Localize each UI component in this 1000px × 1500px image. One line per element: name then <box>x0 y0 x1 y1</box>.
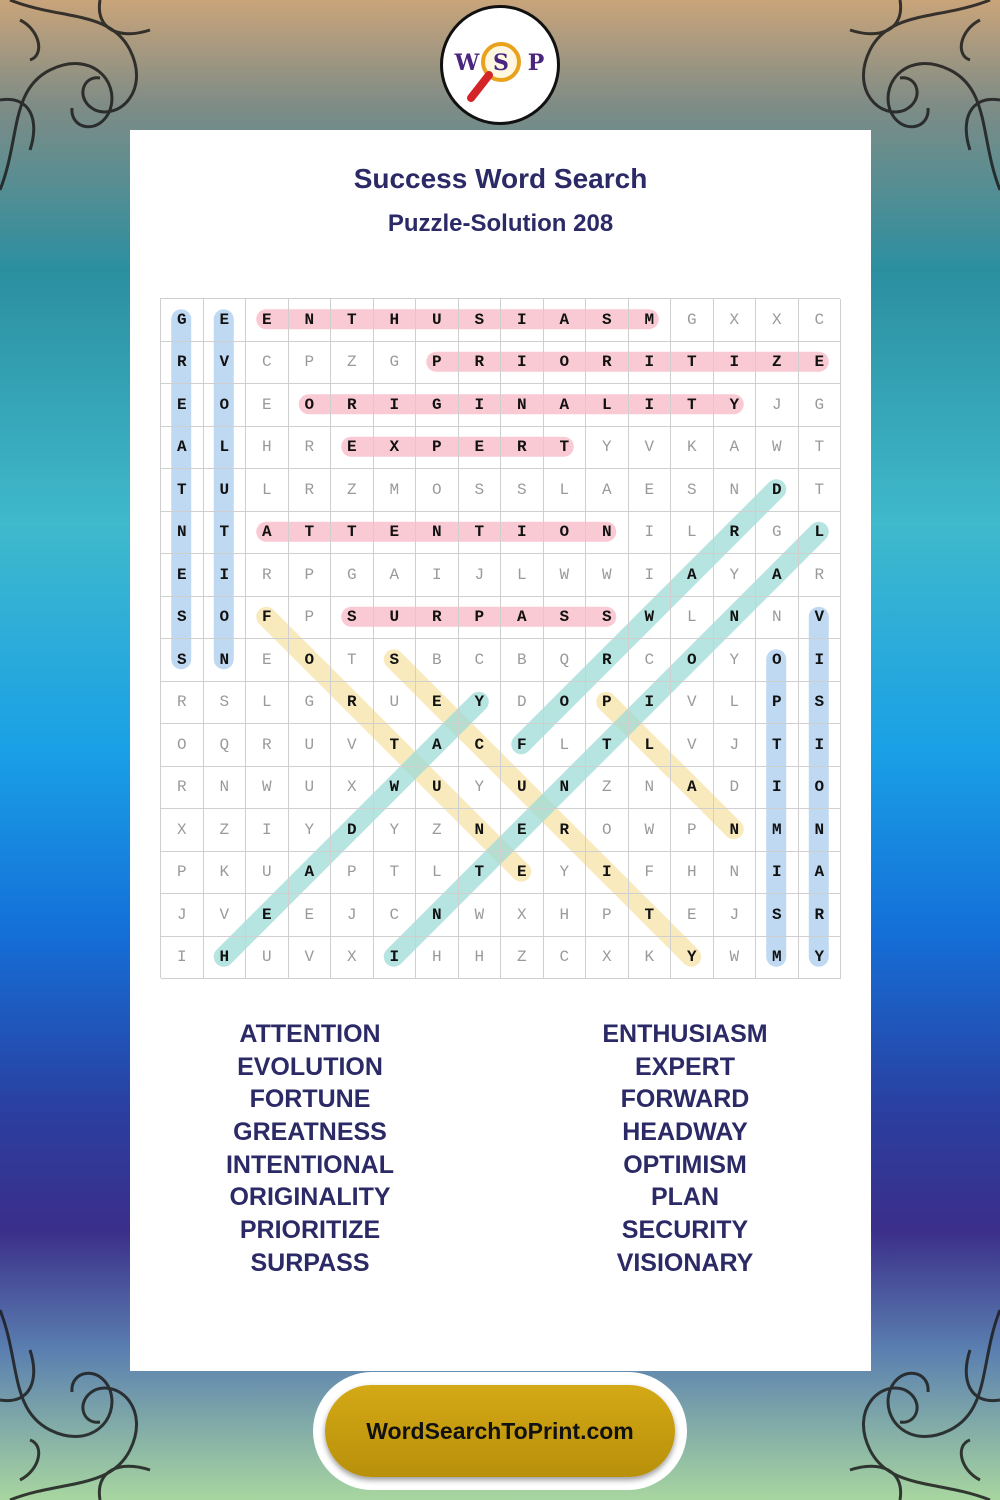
grid-cell: I <box>459 384 502 427</box>
grid-cell: I <box>374 937 417 980</box>
grid-cell: K <box>671 427 714 470</box>
word-list-item: FORWARD <box>620 1085 750 1114</box>
grid-cell: O <box>799 767 842 810</box>
grid-cell: M <box>629 299 672 342</box>
grid-cell: V <box>289 937 332 980</box>
grid-cell: I <box>246 809 289 852</box>
grid-cell: L <box>246 469 289 512</box>
grid-cell: U <box>246 852 289 895</box>
grid-cell: L <box>671 597 714 640</box>
grid-cell: K <box>204 852 247 895</box>
grid-cell: N <box>544 767 587 810</box>
grid-cell: W <box>246 767 289 810</box>
grid-cell: T <box>374 852 417 895</box>
grid-cell: E <box>629 469 672 512</box>
grid-cell: R <box>416 597 459 640</box>
grid-cell: G <box>374 342 417 385</box>
grid-cell: L <box>204 427 247 470</box>
word-list-item: PRIORITIZE <box>239 1216 381 1245</box>
grid-cell: V <box>331 724 374 767</box>
grid-cell: I <box>756 767 799 810</box>
grid-cell: N <box>799 809 842 852</box>
grid-cell: S <box>586 299 629 342</box>
grid-cell: P <box>459 597 502 640</box>
grid-cell: R <box>459 342 502 385</box>
grid-cell: I <box>629 512 672 555</box>
grid-cell: V <box>204 894 247 937</box>
grid-cell: F <box>629 852 672 895</box>
grid-cell: E <box>246 639 289 682</box>
grid-cell: M <box>756 809 799 852</box>
grid-cell: W <box>714 937 757 980</box>
grid-cell: P <box>289 342 332 385</box>
grid-cell: B <box>501 639 544 682</box>
grid-cell: T <box>586 724 629 767</box>
word-list-item: OPTIMISM <box>623 1150 747 1179</box>
grid-cell: E <box>161 554 204 597</box>
grid-cell: T <box>544 427 587 470</box>
grid-cell: L <box>629 724 672 767</box>
grid-cell: L <box>586 384 629 427</box>
grid-cell: I <box>501 342 544 385</box>
grid-cell: S <box>459 469 502 512</box>
grid-cell: E <box>501 852 544 895</box>
grid-cell: R <box>161 342 204 385</box>
page-title: Success Word Search <box>353 163 648 194</box>
grid-cell: I <box>799 639 842 682</box>
grid-cell: A <box>586 469 629 512</box>
grid-cell: T <box>671 342 714 385</box>
grid-cell: S <box>459 299 502 342</box>
grid-cell: L <box>714 682 757 725</box>
grid-cell: I <box>629 342 672 385</box>
grid-cell: Y <box>459 682 502 725</box>
grid-cell: J <box>161 894 204 937</box>
grid-cell: H <box>416 937 459 980</box>
grid-cell: N <box>586 512 629 555</box>
grid-cell: T <box>204 512 247 555</box>
grid-cell: T <box>331 299 374 342</box>
grid-cell: C <box>629 639 672 682</box>
grid-cell: U <box>501 767 544 810</box>
grid-cell: G <box>161 299 204 342</box>
grid-cell: Y <box>671 937 714 980</box>
grid-cell: A <box>501 597 544 640</box>
grid-cell: P <box>586 894 629 937</box>
grid-cell: X <box>501 894 544 937</box>
grid-cell: I <box>204 554 247 597</box>
word-list-item: ENTHUSIASM <box>602 1020 768 1048</box>
word-list-item: GREATNESS <box>233 1118 387 1147</box>
grid-cell: N <box>714 469 757 512</box>
grid-cell: Y <box>374 809 417 852</box>
logo-letter-w: W <box>454 50 480 76</box>
grid-cell: I <box>629 554 672 597</box>
grid-cell: F <box>246 597 289 640</box>
grid-cell: Z <box>204 809 247 852</box>
grid-cell: G <box>799 384 842 427</box>
grid-cell: N <box>289 299 332 342</box>
grid-cell: R <box>331 682 374 725</box>
grid-cell: N <box>416 512 459 555</box>
grid-cell: C <box>374 894 417 937</box>
grid-cell: A <box>374 554 417 597</box>
grid-cell: I <box>501 299 544 342</box>
word-list-item: EVOLUTION <box>237 1052 383 1081</box>
grid-cell: S <box>374 639 417 682</box>
grid-cell: T <box>756 724 799 767</box>
grid-cell: I <box>416 554 459 597</box>
grid-cell: A <box>544 299 587 342</box>
grid-cell: O <box>544 342 587 385</box>
word-list-item: ORIGINALITY <box>229 1183 391 1212</box>
grid-cell: X <box>586 937 629 980</box>
grid-cell: I <box>714 342 757 385</box>
grid-cell: M <box>374 469 417 512</box>
grid-cell: A <box>161 427 204 470</box>
word-list-item: INTENTIONAL <box>225 1150 395 1179</box>
grid-cell: O <box>204 597 247 640</box>
grid-cell: I <box>629 682 672 725</box>
grid-cell: A <box>416 724 459 767</box>
page-subtitle: Puzzle-Solution 208 <box>387 210 614 237</box>
grid-cell: A <box>714 427 757 470</box>
grid-cell: R <box>246 554 289 597</box>
grid-cell: A <box>671 554 714 597</box>
magnifier-logo-icon <box>445 10 555 120</box>
word-list-item: ATTENTION <box>239 1020 381 1048</box>
grid-cell: E <box>374 512 417 555</box>
grid-cell: H <box>374 299 417 342</box>
grid-cell: A <box>799 852 842 895</box>
word-list-item: EXPERT <box>634 1052 736 1081</box>
grid-cell: I <box>161 937 204 980</box>
grid-cell: O <box>161 724 204 767</box>
grid-cell: M <box>756 937 799 980</box>
grid-cell: D <box>331 809 374 852</box>
grid-cell: O <box>416 469 459 512</box>
grid-cell: X <box>331 937 374 980</box>
word-list-item: VISIONARY <box>616 1248 754 1277</box>
grid-cell: N <box>161 512 204 555</box>
grid-cell: E <box>459 427 502 470</box>
grid-cell: I <box>586 852 629 895</box>
grid-cell: E <box>161 384 204 427</box>
grid-cell: O <box>204 384 247 427</box>
grid-cell: I <box>799 724 842 767</box>
grid-cell: P <box>289 554 332 597</box>
puzzle-panel <box>130 130 871 1371</box>
grid-cell: T <box>374 724 417 767</box>
grid-cell: V <box>799 597 842 640</box>
grid-cell: C <box>459 639 502 682</box>
word-list-item: SECURITY <box>621 1216 749 1245</box>
grid-cell: S <box>671 469 714 512</box>
grid-cell: T <box>161 469 204 512</box>
grid-cell: Q <box>544 639 587 682</box>
grid-cell: L <box>799 512 842 555</box>
puzzle-grid-area <box>160 298 840 978</box>
grid-cell: C <box>544 937 587 980</box>
grid-cell: H <box>544 894 587 937</box>
website-link-button[interactable] <box>325 1385 675 1477</box>
grid-cell: G <box>671 299 714 342</box>
grid-cell: D <box>501 682 544 725</box>
grid-cell: Y <box>586 427 629 470</box>
grid-cell: I <box>629 384 672 427</box>
grid-cell: R <box>289 427 332 470</box>
grid-cell: J <box>714 724 757 767</box>
grid-cell: A <box>544 384 587 427</box>
grid-cell: T <box>289 512 332 555</box>
grid-cell: N <box>714 597 757 640</box>
logo-letter-s: S <box>493 50 509 76</box>
grid-cell: G <box>331 554 374 597</box>
grid-cell: X <box>161 809 204 852</box>
grid-cell: C <box>459 724 502 767</box>
grid-cell: R <box>586 342 629 385</box>
grid-cell: F <box>501 724 544 767</box>
grid-cell: S <box>161 597 204 640</box>
grid-cell: S <box>331 597 374 640</box>
grid-cell: R <box>714 512 757 555</box>
grid-cell: R <box>799 554 842 597</box>
word-list-right-column <box>505 1018 865 1280</box>
grid-cell: S <box>756 894 799 937</box>
grid-cell: L <box>416 852 459 895</box>
grid-cell: R <box>246 724 289 767</box>
grid-cell: N <box>714 809 757 852</box>
grid-cell: Q <box>204 724 247 767</box>
grid-cell: X <box>714 299 757 342</box>
grid-cell: S <box>161 639 204 682</box>
grid-cell: J <box>459 554 502 597</box>
grid-cell: S <box>586 597 629 640</box>
grid-cell: O <box>289 639 332 682</box>
grid-cell: T <box>671 384 714 427</box>
grid-cell: Z <box>331 342 374 385</box>
grid-cell: V <box>204 342 247 385</box>
grid-cell: Y <box>714 384 757 427</box>
grid-cell: U <box>374 682 417 725</box>
grid-cell: G <box>416 384 459 427</box>
grid-cell: W <box>629 597 672 640</box>
grid-cell: W <box>586 554 629 597</box>
grid-cell: O <box>671 639 714 682</box>
grid-cell: L <box>671 512 714 555</box>
grid-cell: E <box>331 427 374 470</box>
grid-cell: E <box>501 809 544 852</box>
grid-cell: U <box>246 937 289 980</box>
grid-cell: H <box>204 937 247 980</box>
grid-cell: Z <box>501 937 544 980</box>
grid-cell: E <box>204 299 247 342</box>
grid-cell: X <box>331 767 374 810</box>
grid-cell: A <box>756 554 799 597</box>
grid-cell: H <box>459 937 502 980</box>
grid-cell: T <box>799 427 842 470</box>
grid-cell: R <box>586 639 629 682</box>
grid-cell: Z <box>331 469 374 512</box>
grid-cell: X <box>374 427 417 470</box>
grid-cell: O <box>544 682 587 725</box>
website-link-label: WordSearchToPrint.com <box>366 1417 634 1444</box>
grid-cell: T <box>331 639 374 682</box>
logo[interactable] <box>440 5 560 125</box>
grid-cell: H <box>671 852 714 895</box>
grid-cell: P <box>416 427 459 470</box>
grid-cell: J <box>756 384 799 427</box>
grid-cell: W <box>544 554 587 597</box>
grid-cell: N <box>501 384 544 427</box>
grid-cell: I <box>756 852 799 895</box>
grid-cell: X <box>756 299 799 342</box>
grid-cell: E <box>416 682 459 725</box>
grid-cell: R <box>161 682 204 725</box>
grid-cell: Y <box>799 937 842 980</box>
grid-cell: Y <box>459 767 502 810</box>
grid-cell: R <box>501 427 544 470</box>
grid-cell: V <box>671 682 714 725</box>
word-list-left-column <box>130 1018 490 1280</box>
grid-cell: R <box>289 469 332 512</box>
grid-cell: P <box>586 682 629 725</box>
grid-cell: C <box>799 299 842 342</box>
grid-cell: E <box>289 894 332 937</box>
grid-cell: W <box>459 894 502 937</box>
grid-cell: L <box>501 554 544 597</box>
grid-cell: O <box>289 384 332 427</box>
grid-cell: N <box>204 639 247 682</box>
grid-cell: E <box>799 342 842 385</box>
grid-cell: A <box>289 852 332 895</box>
grid-cell: C <box>246 342 289 385</box>
grid-cell: P <box>331 852 374 895</box>
grid-cell: D <box>756 469 799 512</box>
grid-cell: T <box>459 852 502 895</box>
grid-cell: Y <box>544 852 587 895</box>
grid-cell: J <box>714 894 757 937</box>
grid-cell: S <box>501 469 544 512</box>
grid-cell: R <box>161 767 204 810</box>
grid-cell: T <box>331 512 374 555</box>
word-list-item: FORTUNE <box>249 1085 371 1114</box>
word-list-item: HEADWAY <box>622 1118 748 1147</box>
grid-cell: R <box>799 894 842 937</box>
grid-cell: L <box>544 724 587 767</box>
grid-cell: W <box>629 809 672 852</box>
grid-cell: U <box>416 767 459 810</box>
grid-cell: A <box>246 512 289 555</box>
grid-cell: U <box>204 469 247 512</box>
grid-cell: N <box>714 852 757 895</box>
grid-cell: G <box>756 512 799 555</box>
grid-cell: P <box>289 597 332 640</box>
grid-cell: A <box>671 767 714 810</box>
grid-cell: H <box>246 427 289 470</box>
grid-cell: P <box>671 809 714 852</box>
grid-cell: G <box>289 682 332 725</box>
grid-cell: J <box>331 894 374 937</box>
word-list-item: PLAN <box>650 1183 720 1212</box>
grid-cell: S <box>544 597 587 640</box>
grid-cell: Y <box>289 809 332 852</box>
grid-cell: N <box>756 597 799 640</box>
grid-cell: P <box>161 852 204 895</box>
grid-cell: E <box>246 299 289 342</box>
word-list-item: SURPASS <box>250 1248 370 1277</box>
grid-cell: Z <box>756 342 799 385</box>
grid-cell: O <box>756 639 799 682</box>
grid-cell: W <box>756 427 799 470</box>
grid-cell: O <box>586 809 629 852</box>
grid-cell: Y <box>714 639 757 682</box>
grid-cell: K <box>629 937 672 980</box>
grid-cell: Y <box>714 554 757 597</box>
grid-cell: U <box>289 724 332 767</box>
grid-cell: R <box>331 384 374 427</box>
grid-cell: P <box>756 682 799 725</box>
grid-cell: V <box>629 427 672 470</box>
letter-grid <box>160 298 840 978</box>
grid-cell: D <box>714 767 757 810</box>
grid-cell: L <box>544 469 587 512</box>
logo-letter-p: P <box>527 50 545 76</box>
grid-cell: N <box>204 767 247 810</box>
grid-cell: B <box>416 639 459 682</box>
grid-cell: W <box>374 767 417 810</box>
grid-cell: Z <box>586 767 629 810</box>
grid-cell: N <box>416 894 459 937</box>
grid-cell: N <box>459 809 502 852</box>
grid-cell: S <box>204 682 247 725</box>
grid-cell: E <box>246 894 289 937</box>
grid-cell: E <box>671 894 714 937</box>
grid-cell: S <box>799 682 842 725</box>
grid-cell: U <box>416 299 459 342</box>
grid-cell: R <box>544 809 587 852</box>
grid-cell: L <box>246 682 289 725</box>
grid-cell: T <box>799 469 842 512</box>
grid-cell: U <box>289 767 332 810</box>
grid-cell: I <box>374 384 417 427</box>
grid-cell: Z <box>416 809 459 852</box>
grid-cell: T <box>459 512 502 555</box>
grid-cell: V <box>671 724 714 767</box>
grid-cell: T <box>629 894 672 937</box>
grid-cell: I <box>501 512 544 555</box>
grid-cell: U <box>374 597 417 640</box>
grid-cell: N <box>629 767 672 810</box>
grid-cell: P <box>416 342 459 385</box>
grid-cell: E <box>246 384 289 427</box>
grid-cell: O <box>544 512 587 555</box>
